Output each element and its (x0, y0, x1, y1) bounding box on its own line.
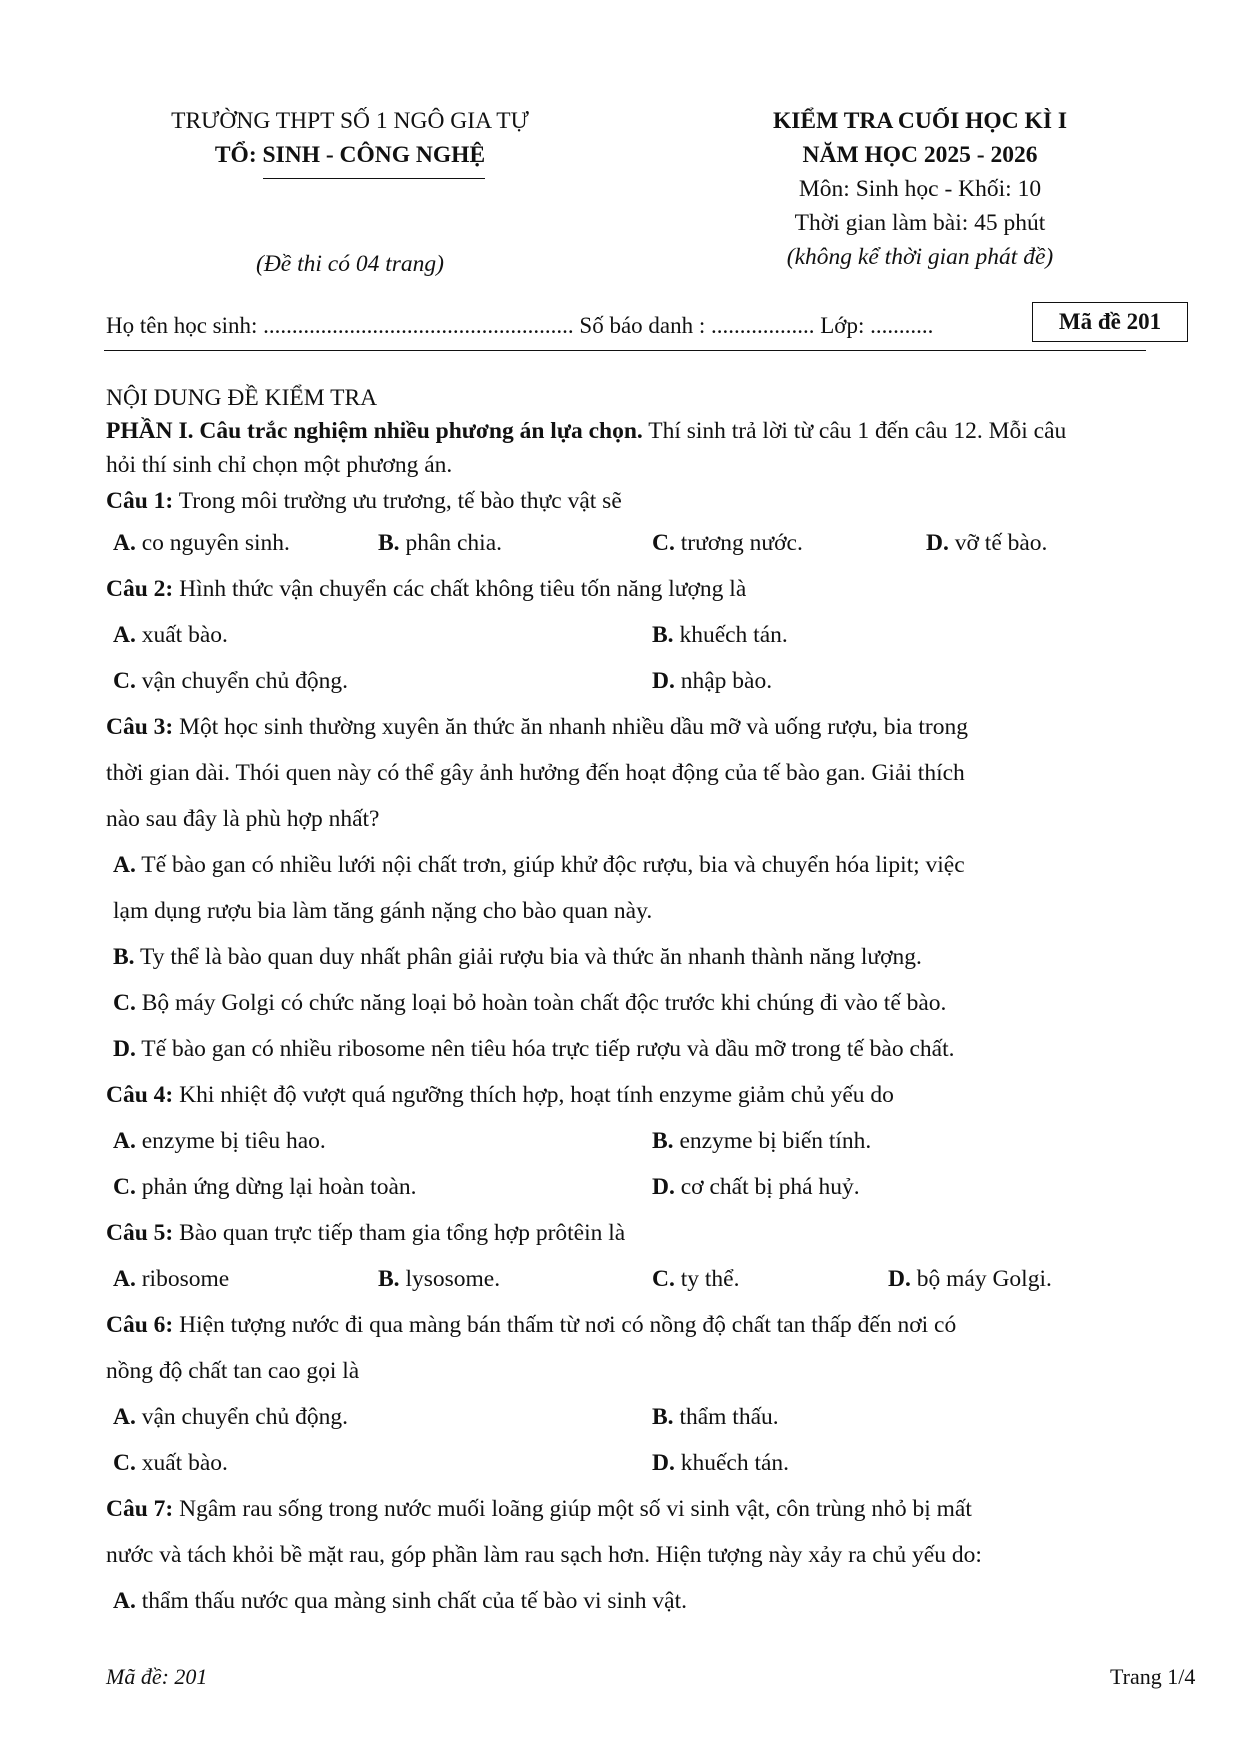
question-label: Câu 7: (106, 1496, 174, 1522)
question-2 (106, 566, 1146, 612)
option-a[interactable]: A. ribosome (113, 1266, 230, 1292)
option-a[interactable]: A. co nguyên sinh. (113, 530, 290, 556)
question-5-options (106, 1256, 1146, 1302)
school-name: TRƯỜNG THPT SỐ 1 NGÔ GIA TỰ (171, 108, 529, 134)
question-text: Hiện tượng nước đi qua màng bán thấm từ nơi có nồng độ chất tan thấp đến nơi có (173, 1312, 957, 1338)
part1-instruction (106, 414, 1146, 448)
question-4-options-row2 (106, 1164, 1146, 1210)
question-1-options (106, 520, 1146, 566)
question-3-line-3: nào sau đây là phù hợp nhất? (106, 806, 380, 832)
question-6-options-row1 (106, 1394, 1146, 1440)
footer-page-number: Trang 1/4 (1110, 1664, 1196, 1689)
duration-note: (không kể thời gian phát đề) (786, 244, 1054, 270)
question-text: Một học sinh thường xuyên ăn thức ăn nhanh nhiều dầu mỡ và uống rượu, bia trong (173, 714, 968, 740)
option-c[interactable]: C. Bộ máy Golgi có chức năng loại bỏ hoàn toàn chất độc trước khi chúng đi vào tế bào. (113, 990, 947, 1016)
option-c[interactable]: C. trương nước. (652, 530, 803, 556)
question-text: Trong môi trường ưu trương, tế bào thực vật sẽ (173, 488, 622, 514)
question-3-line-2: thời gian dài. Thói quen này có thể gây ảnh hưởng đến hoạt động của tế bào gan. Giải thích (106, 760, 965, 786)
question-4-options-row1 (106, 1118, 1146, 1164)
question-6-options-row2 (106, 1440, 1146, 1486)
option-c[interactable]: C. phản ứng dừng lại hoàn toàn. (113, 1174, 417, 1200)
question-label: Câu 4: (106, 1082, 174, 1108)
option-a[interactable]: A. enzyme bị tiêu hao. (113, 1128, 326, 1154)
option-d[interactable]: D. cơ chất bị phá huỷ. (652, 1174, 860, 1200)
option-a-cont: lạm dụng rượu bia làm tăng gánh nặng cho bào quan này. (113, 898, 653, 924)
question-label: Câu 3: (106, 714, 174, 740)
option-d[interactable]: D. Tế bào gan có nhiều ribosome nên tiêu hóa trực tiếp rượu và dầu mỡ trong tế bào chất. (113, 1036, 955, 1062)
option-a[interactable]: A. vận chuyển chủ động. (113, 1404, 348, 1430)
question-5 (106, 1210, 1146, 1256)
part1-instruction-cont: hỏi thí sinh chỉ chọn một phương án. (106, 452, 453, 478)
option-d[interactable]: D. khuếch tán. (652, 1450, 790, 1476)
question-6 (106, 1302, 1146, 1348)
header-rule (104, 350, 1146, 351)
question-label: Câu 6: (106, 1312, 174, 1338)
option-b[interactable]: B. Ty thể là bào quan duy nhất phân giải rượu bia và thức ăn nhanh thành năng lượng. (113, 944, 922, 970)
option-d[interactable]: D. nhập bào. (652, 668, 773, 694)
question-text: Bào quan trực tiếp tham gia tổng hợp prôtêin là (173, 1220, 626, 1246)
school-year: NĂM HỌC 2025 - 2026 (802, 142, 1038, 168)
student-info-line: Họ tên học sinh: ...................................................... Số báo danh : .................. Lớp: ........... (106, 313, 934, 338)
option-c[interactable]: C. xuất bào. (113, 1450, 228, 1476)
option-b[interactable]: B. khuếch tán. (652, 622, 788, 648)
department-prefix: TỔ: (214, 142, 263, 168)
question-text: Khi nhiệt độ vượt quá ngưỡng thích hợp, hoạt tính enzyme giảm chủ yếu do (173, 1082, 894, 1108)
question-label: Câu 5: (106, 1220, 174, 1246)
option-d[interactable]: D. vỡ tế bào. (926, 530, 1048, 556)
footer-exam-code: Mã đề: 201 (106, 1664, 208, 1689)
exam-title: KIỂM TRA CUỐI HỌC KÌ I (772, 108, 1067, 134)
question-2-options-row1 (106, 612, 1146, 658)
option-a[interactable]: A. thẩm thấu nước qua màng sinh chất của tế bào vi sinh vật. (113, 1588, 688, 1614)
question-7 (106, 1486, 1146, 1532)
header-left (100, 104, 600, 281)
option-a[interactable]: A. xuất bào. (113, 622, 228, 648)
department (100, 138, 600, 179)
exam-body (106, 382, 1146, 1624)
option-c[interactable]: C. ty thể. (652, 1266, 740, 1292)
question-text: Hình thức vận chuyển các chất không tiêu tốn năng lượng là (173, 576, 747, 602)
question-2-options-row2 (106, 658, 1146, 704)
part1-title: PHẦN I. Câu trắc nghiệm nhiều phương án lựa chọn. (106, 418, 643, 444)
option-b[interactable]: B. enzyme bị biến tính. (652, 1128, 872, 1154)
option-d[interactable]: D. bộ máy Golgi. (888, 1266, 1052, 1292)
exam-code-box: Mã đề 201 (1032, 302, 1188, 342)
pages-note: (Đề thi có 04 trang) (256, 251, 444, 277)
header-right (700, 104, 1140, 274)
part1-instruction-text: Thí sinh trả lời từ câu 1 đến câu 12. Mỗi câu (642, 418, 1067, 444)
question-label: Câu 1: (106, 488, 174, 514)
option-b[interactable]: B. lysosome. (378, 1266, 501, 1292)
option-a[interactable]: A. Tế bào gan có nhiều lưới nội chất trơn, giúp khử độc rượu, bia và chuyển hóa lipit; việc (113, 852, 965, 878)
question-7-line-2: nước và tách khỏi bề mặt rau, góp phần làm rau sạch hơn. Hiện tượng này xảy ra chủ yếu do: (106, 1542, 982, 1568)
subject: Môn: Sinh học - Khối: 10 (798, 176, 1042, 202)
question-text: Ngâm rau sống trong nước muối loãng giúp một số vi sinh vật, côn trùng nhỏ bị mất (173, 1496, 972, 1522)
option-b[interactable]: B. thẩm thấu. (652, 1404, 779, 1430)
question-label: Câu 2: (106, 576, 174, 602)
question-1 (106, 482, 1146, 520)
department-name: SINH - CÔNG NGHỆ (263, 138, 486, 179)
question-3 (106, 704, 1146, 750)
question-6-line-2: nồng độ chất tan cao gọi là (106, 1358, 360, 1384)
option-c[interactable]: C. vận chuyển chủ động. (113, 668, 348, 694)
duration: Thời gian làm bài: 45 phút (794, 210, 1046, 236)
content-title: NỘI DUNG ĐỀ KIỂM TRA (106, 385, 378, 411)
option-b[interactable]: B. phân chia. (378, 530, 503, 556)
question-4 (106, 1072, 1146, 1118)
